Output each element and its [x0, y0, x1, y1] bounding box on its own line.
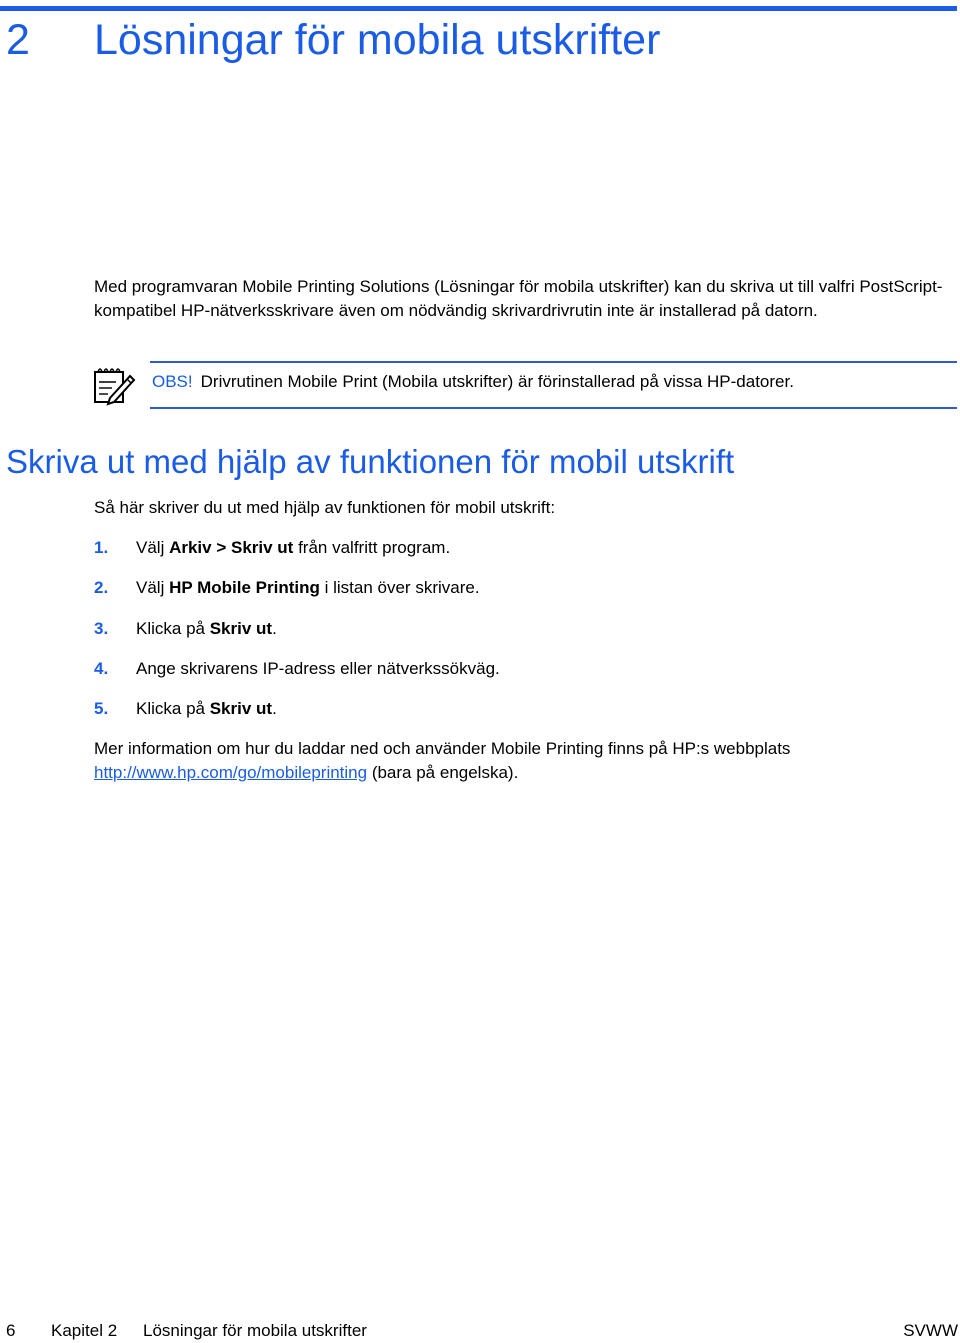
- intro-paragraph: Med programvaran Mobile Printing Solutions (Lösningar för mobila utskrifter) kan du skriva ut till valfri PostScript-kompatibel HP-nätverksskrivare även om nödvändig skrivardrivrutin inte är installerad på datorn.: [94, 277, 943, 320]
- step-text-pre: Klicka på: [136, 618, 210, 638]
- step-number: 4.: [94, 658, 109, 678]
- more-info-text: Mer information om hur du laddar ned och använder Mobile Printing finns på HP:s webbplats: [94, 739, 791, 758]
- step-text: [136, 536, 450, 560]
- step-text-bold: Skriv ut: [209, 699, 273, 719]
- step-text-post: .: [272, 618, 277, 638]
- step-text-post: från valfritt program.: [293, 538, 451, 557]
- note-label: OBS!: [152, 372, 193, 391]
- note: [152, 370, 794, 394]
- chapter-number: 2: [6, 16, 30, 64]
- footer-page-number: 6: [6, 1321, 16, 1340]
- step-number: 1.: [94, 538, 109, 557]
- step-text: [136, 576, 480, 600]
- step-text-post: i listan över skrivare.: [319, 578, 480, 598]
- hp-mobileprinting-link[interactable]: http://www.hp.com/go/mobileprinting: [94, 763, 368, 782]
- step-text: [136, 697, 277, 721]
- section-heading: Skriva ut med hjälp av funktionen för mobil utskrift: [6, 443, 735, 480]
- note-text: Drivrutinen Mobile Print (Mobila utskrifter) är förinstallerad på vissa HP-datorer.: [200, 372, 794, 391]
- step-text-pre: Klicka på: [136, 699, 210, 719]
- note-pencil-icon: [92, 362, 136, 406]
- step-text-pre: Välj: [136, 538, 170, 557]
- chapter-title-text: Lösningar för mobila utskrifter: [94, 16, 661, 64]
- step-number: 2.: [94, 578, 109, 598]
- step-text-bold: Skriv ut: [209, 618, 273, 638]
- step-number: 3.: [94, 618, 109, 638]
- step-text: [136, 657, 500, 681]
- step-text: [136, 617, 277, 641]
- more-info-paragraph: [94, 737, 956, 785]
- footer-chapter-title: Lösningar för mobila utskrifter: [143, 1321, 367, 1340]
- chapter-top-rule: [0, 6, 957, 11]
- step-text-post: .: [272, 699, 277, 719]
- step-text-bold: Arkiv > Skriv ut: [169, 538, 294, 557]
- more-info-suffix: (bara på engelska).: [367, 763, 519, 782]
- note-bottom-rule: [150, 407, 957, 409]
- footer-chapter-label: Kapitel 2: [51, 1321, 118, 1340]
- footer-document-code: SVWW: [903, 1321, 958, 1340]
- note-top-rule: [150, 361, 957, 363]
- step-number: 5.: [94, 699, 109, 719]
- step-text-bold: HP Mobile Printing: [169, 578, 320, 598]
- steps-lead: Så här skriver du ut med hjälp av funktionen för mobil utskrift:: [94, 498, 556, 517]
- step-text-pre: Välj: [136, 578, 170, 598]
- step-text-pre: Ange skrivarens IP-adress eller nätverkssökväg.: [136, 658, 500, 678]
